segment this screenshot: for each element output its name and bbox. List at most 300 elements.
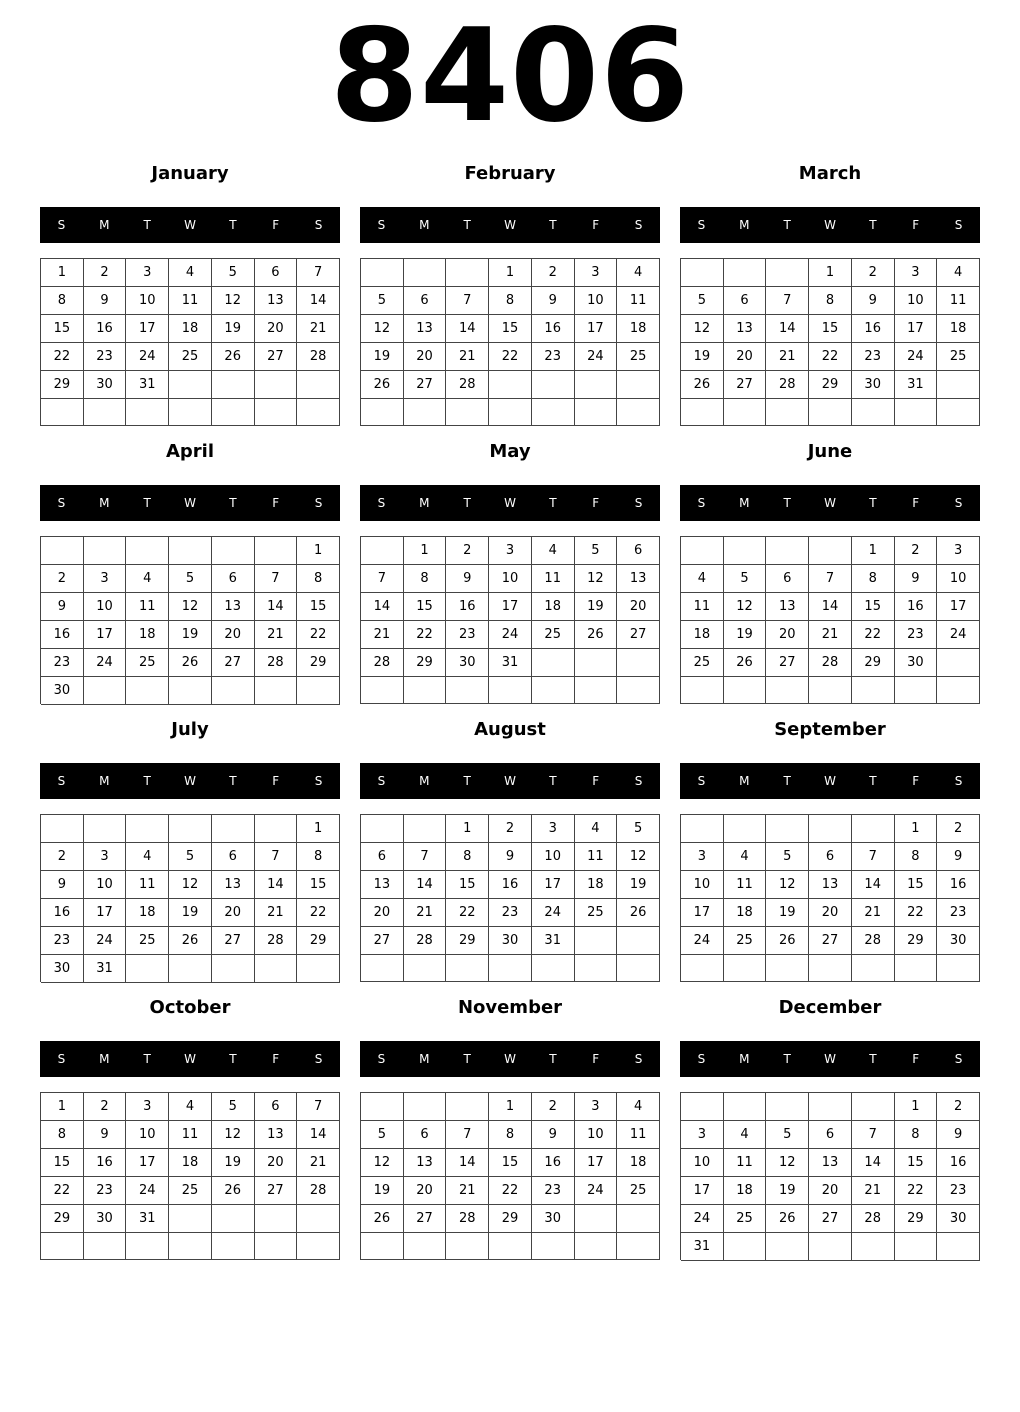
- empty-cell: [126, 537, 169, 565]
- weekday-label: M: [739, 1052, 750, 1066]
- day-cell: 18: [126, 621, 169, 649]
- day-cell: 7: [446, 287, 489, 315]
- day-cell: 15: [852, 593, 895, 621]
- day-cell: 2: [446, 537, 489, 565]
- day-cell: 1: [446, 815, 489, 843]
- day-cell: 26: [361, 371, 404, 399]
- empty-cell: [255, 955, 298, 983]
- day-cell: 23: [532, 1177, 575, 1205]
- day-cell: 7: [361, 565, 404, 593]
- empty-cell: [766, 677, 809, 704]
- weekday-label: F: [592, 774, 600, 788]
- day-cell: 28: [852, 1205, 895, 1233]
- day-cell: 2: [489, 815, 532, 843]
- empty-cell: [532, 677, 575, 704]
- weekday-label: S: [314, 218, 323, 232]
- day-cell: 12: [766, 871, 809, 899]
- empty-cell: [361, 815, 404, 843]
- weekday-label: T: [549, 1052, 557, 1066]
- empty-cell: [404, 1093, 447, 1121]
- empty-cell: [724, 955, 767, 982]
- day-cell: 8: [489, 287, 532, 315]
- day-cell: 7: [297, 259, 340, 287]
- day-cell: 29: [852, 649, 895, 677]
- day-cell: 26: [169, 649, 212, 677]
- empty-cell: [169, 1205, 212, 1233]
- day-cell: 5: [212, 1093, 255, 1121]
- empty-cell: [809, 537, 852, 565]
- day-cell: 25: [532, 621, 575, 649]
- day-cell: 6: [212, 843, 255, 871]
- day-cell: 16: [895, 593, 938, 621]
- empty-cell: [446, 1093, 489, 1121]
- day-cell: 8: [297, 565, 340, 593]
- day-cell: 18: [617, 1149, 660, 1177]
- day-cell: 23: [84, 1177, 127, 1205]
- weekday-label: F: [272, 1052, 280, 1066]
- day-cell: 29: [809, 371, 852, 399]
- empty-cell: [489, 677, 532, 704]
- day-cell: 14: [297, 1121, 340, 1149]
- day-cell: 5: [169, 843, 212, 871]
- weekday-header: [40, 763, 340, 799]
- weekday-label: T: [463, 774, 471, 788]
- day-cell: 27: [617, 621, 660, 649]
- day-cell: 9: [41, 871, 84, 899]
- day-cell: 25: [169, 1177, 212, 1205]
- day-cell: 19: [361, 343, 404, 371]
- day-cell: 9: [532, 287, 575, 315]
- day-cell: 21: [404, 899, 447, 927]
- empty-cell: [766, 1233, 809, 1261]
- day-grid: [360, 1092, 660, 1260]
- day-cell: 12: [724, 593, 767, 621]
- weekday-label: T: [549, 218, 557, 232]
- empty-cell: [766, 815, 809, 843]
- day-cell: 5: [575, 537, 618, 565]
- day-cell: 2: [41, 843, 84, 871]
- day-cell: 27: [404, 371, 447, 399]
- day-cell: 13: [255, 287, 298, 315]
- empty-cell: [169, 537, 212, 565]
- day-cell: 27: [212, 927, 255, 955]
- day-cell: 23: [41, 649, 84, 677]
- day-cell: 23: [937, 899, 980, 927]
- empty-cell: [617, 677, 660, 704]
- day-cell: 23: [489, 899, 532, 927]
- day-grid: [680, 1092, 980, 1260]
- weekday-label: T: [229, 774, 237, 788]
- day-cell: 4: [617, 259, 660, 287]
- day-cell: 30: [41, 955, 84, 983]
- day-cell: 4: [575, 815, 618, 843]
- empty-cell: [255, 1205, 298, 1233]
- month-june: [680, 435, 980, 713]
- empty-cell: [681, 815, 724, 843]
- day-cell: 21: [255, 621, 298, 649]
- day-cell: 13: [809, 871, 852, 899]
- day-cell: 13: [212, 593, 255, 621]
- day-cell: 31: [126, 371, 169, 399]
- empty-cell: [255, 677, 298, 705]
- day-cell: 21: [255, 899, 298, 927]
- day-cell: 19: [212, 315, 255, 343]
- empty-cell: [937, 1233, 980, 1261]
- day-cell: 22: [446, 899, 489, 927]
- empty-cell: [446, 399, 489, 426]
- empty-cell: [895, 955, 938, 982]
- day-cell: 25: [575, 899, 618, 927]
- empty-cell: [297, 677, 340, 705]
- day-cell: 19: [724, 621, 767, 649]
- day-cell: 15: [41, 1149, 84, 1177]
- day-cell: 10: [895, 287, 938, 315]
- day-cell: 27: [255, 343, 298, 371]
- day-cell: 21: [852, 899, 895, 927]
- day-cell: 22: [809, 343, 852, 371]
- weekday-label: M: [419, 1052, 430, 1066]
- day-cell: 8: [895, 843, 938, 871]
- day-cell: 9: [895, 565, 938, 593]
- weekday-label: F: [592, 218, 600, 232]
- weekday-label: T: [783, 1052, 791, 1066]
- empty-cell: [84, 815, 127, 843]
- day-cell: 24: [489, 621, 532, 649]
- day-cell: 8: [895, 1121, 938, 1149]
- day-cell: 5: [724, 565, 767, 593]
- weekday-label: F: [272, 218, 280, 232]
- empty-cell: [212, 537, 255, 565]
- day-cell: 15: [489, 1149, 532, 1177]
- day-cell: 10: [575, 287, 618, 315]
- weekday-header: [40, 1041, 340, 1077]
- weekday-label: S: [377, 1052, 386, 1066]
- day-cell: 31: [681, 1233, 724, 1261]
- empty-cell: [126, 399, 169, 426]
- day-cell: 11: [681, 593, 724, 621]
- day-cell: 13: [361, 871, 404, 899]
- month-september: [680, 713, 980, 991]
- day-cell: 4: [169, 259, 212, 287]
- day-cell: 5: [681, 287, 724, 315]
- day-cell: 28: [766, 371, 809, 399]
- weekday-header: [680, 763, 980, 799]
- empty-cell: [361, 1093, 404, 1121]
- day-cell: 1: [489, 259, 532, 287]
- day-cell: 14: [446, 1149, 489, 1177]
- day-cell: 24: [575, 343, 618, 371]
- day-cell: 27: [809, 927, 852, 955]
- empty-cell: [489, 1233, 532, 1260]
- day-cell: 25: [724, 927, 767, 955]
- weekday-label: W: [824, 774, 836, 788]
- empty-cell: [724, 399, 767, 426]
- day-cell: 25: [617, 1177, 660, 1205]
- day-cell: 12: [681, 315, 724, 343]
- day-cell: 22: [489, 1177, 532, 1205]
- day-cell: 3: [937, 537, 980, 565]
- day-grid: [680, 536, 980, 704]
- weekday-label: T: [783, 218, 791, 232]
- day-cell: 12: [212, 287, 255, 315]
- day-cell: 26: [575, 621, 618, 649]
- empty-cell: [361, 259, 404, 287]
- month-name: October: [149, 997, 231, 1018]
- day-cell: 24: [937, 621, 980, 649]
- weekday-label: M: [99, 496, 110, 510]
- year-title: 8406: [329, 2, 691, 151]
- day-cell: 28: [297, 343, 340, 371]
- empty-cell: [766, 399, 809, 426]
- day-cell: 12: [212, 1121, 255, 1149]
- empty-cell: [212, 399, 255, 426]
- day-cell: 3: [532, 815, 575, 843]
- weekday-label: W: [824, 496, 836, 510]
- empty-cell: [724, 259, 767, 287]
- empty-cell: [212, 955, 255, 983]
- day-cell: 11: [575, 843, 618, 871]
- empty-cell: [617, 371, 660, 399]
- day-cell: 6: [809, 1121, 852, 1149]
- day-cell: 1: [41, 259, 84, 287]
- day-cell: 30: [532, 1205, 575, 1233]
- day-cell: 11: [617, 287, 660, 315]
- day-cell: 2: [937, 815, 980, 843]
- day-cell: 3: [575, 259, 618, 287]
- day-cell: 6: [404, 1121, 447, 1149]
- day-cell: 2: [852, 259, 895, 287]
- weekday-label: T: [463, 496, 471, 510]
- empty-cell: [41, 399, 84, 426]
- day-cell: 31: [84, 955, 127, 983]
- day-cell: 24: [681, 927, 724, 955]
- day-cell: 20: [212, 899, 255, 927]
- day-cell: 7: [255, 843, 298, 871]
- weekday-label: W: [504, 218, 516, 232]
- day-cell: 19: [361, 1177, 404, 1205]
- empty-cell: [937, 677, 980, 704]
- empty-cell: [937, 955, 980, 982]
- weekday-header: [360, 1041, 660, 1077]
- day-cell: 15: [41, 315, 84, 343]
- weekday-header: [680, 1041, 980, 1077]
- day-grid: [40, 258, 340, 426]
- day-cell: 17: [126, 315, 169, 343]
- empty-cell: [575, 927, 618, 955]
- day-cell: 23: [532, 343, 575, 371]
- empty-cell: [361, 537, 404, 565]
- empty-cell: [446, 955, 489, 982]
- day-cell: 10: [532, 843, 575, 871]
- day-cell: 1: [297, 537, 340, 565]
- day-cell: 30: [41, 677, 84, 705]
- day-cell: 14: [852, 1149, 895, 1177]
- empty-cell: [724, 537, 767, 565]
- day-cell: 10: [489, 565, 532, 593]
- month-name: July: [171, 719, 209, 740]
- weekday-label: T: [869, 218, 877, 232]
- empty-cell: [617, 649, 660, 677]
- empty-cell: [617, 955, 660, 982]
- empty-cell: [681, 259, 724, 287]
- day-cell: 21: [809, 621, 852, 649]
- day-cell: 27: [404, 1205, 447, 1233]
- empty-cell: [255, 537, 298, 565]
- weekday-header: [680, 207, 980, 243]
- day-cell: 30: [489, 927, 532, 955]
- month-name: May: [489, 441, 531, 462]
- day-cell: 7: [766, 287, 809, 315]
- day-cell: 30: [84, 371, 127, 399]
- day-cell: 18: [724, 899, 767, 927]
- day-grid: [680, 814, 980, 982]
- empty-cell: [404, 815, 447, 843]
- day-cell: 20: [766, 621, 809, 649]
- empty-cell: [724, 815, 767, 843]
- day-cell: 18: [681, 621, 724, 649]
- day-grid: [360, 536, 660, 704]
- day-cell: 6: [361, 843, 404, 871]
- empty-cell: [681, 537, 724, 565]
- weekday-label: T: [143, 774, 151, 788]
- weekday-label: F: [272, 774, 280, 788]
- day-cell: 8: [809, 287, 852, 315]
- empty-cell: [766, 259, 809, 287]
- empty-cell: [617, 1233, 660, 1260]
- day-cell: 16: [446, 593, 489, 621]
- empty-cell: [852, 955, 895, 982]
- empty-cell: [532, 955, 575, 982]
- empty-cell: [532, 1233, 575, 1260]
- day-cell: 7: [297, 1093, 340, 1121]
- day-cell: 17: [895, 315, 938, 343]
- empty-cell: [212, 1233, 255, 1260]
- empty-cell: [212, 677, 255, 705]
- day-cell: 26: [212, 343, 255, 371]
- weekday-label: F: [592, 1052, 600, 1066]
- empty-cell: [212, 1205, 255, 1233]
- day-cell: 8: [297, 843, 340, 871]
- weekday-label: W: [184, 496, 196, 510]
- weekday-label: T: [229, 218, 237, 232]
- day-cell: 4: [681, 565, 724, 593]
- day-cell: 12: [361, 315, 404, 343]
- weekday-label: T: [143, 218, 151, 232]
- day-cell: 16: [532, 315, 575, 343]
- day-cell: 12: [169, 871, 212, 899]
- day-cell: 29: [895, 927, 938, 955]
- day-cell: 14: [255, 871, 298, 899]
- day-cell: 12: [766, 1149, 809, 1177]
- day-cell: 14: [446, 315, 489, 343]
- weekday-label: S: [697, 218, 706, 232]
- day-cell: 6: [212, 565, 255, 593]
- day-cell: 28: [852, 927, 895, 955]
- weekday-label: S: [57, 496, 66, 510]
- day-cell: 16: [84, 315, 127, 343]
- day-cell: 3: [84, 565, 127, 593]
- day-cell: 14: [297, 287, 340, 315]
- weekday-label: S: [697, 1052, 706, 1066]
- day-cell: 23: [446, 621, 489, 649]
- empty-cell: [809, 815, 852, 843]
- day-cell: 6: [766, 565, 809, 593]
- day-cell: 9: [84, 1121, 127, 1149]
- empty-cell: [617, 1205, 660, 1233]
- day-cell: 5: [169, 565, 212, 593]
- empty-cell: [809, 955, 852, 982]
- weekday-header: [360, 207, 660, 243]
- empty-cell: [575, 1205, 618, 1233]
- day-cell: 13: [255, 1121, 298, 1149]
- day-cell: 20: [809, 1177, 852, 1205]
- empty-cell: [489, 399, 532, 426]
- day-cell: 21: [852, 1177, 895, 1205]
- weekday-label: F: [272, 496, 280, 510]
- month-name: June: [807, 441, 853, 462]
- empty-cell: [617, 927, 660, 955]
- day-cell: 19: [681, 343, 724, 371]
- month-name: February: [464, 163, 556, 184]
- day-cell: 11: [937, 287, 980, 315]
- day-grid: [680, 258, 980, 426]
- day-cell: 24: [681, 1205, 724, 1233]
- day-cell: 2: [84, 259, 127, 287]
- weekday-label: F: [912, 496, 920, 510]
- empty-cell: [724, 1093, 767, 1121]
- weekday-label: S: [314, 774, 323, 788]
- day-cell: 28: [446, 1205, 489, 1233]
- weekday-label: T: [549, 496, 557, 510]
- weekday-label: T: [869, 774, 877, 788]
- day-cell: 20: [724, 343, 767, 371]
- day-cell: 9: [446, 565, 489, 593]
- weekday-label: S: [57, 1052, 66, 1066]
- day-cell: 17: [575, 1149, 618, 1177]
- day-cell: 19: [617, 871, 660, 899]
- day-cell: 30: [937, 927, 980, 955]
- empty-cell: [617, 399, 660, 426]
- weekday-header: [680, 485, 980, 521]
- empty-cell: [895, 399, 938, 426]
- day-grid: [40, 536, 340, 704]
- month-name: April: [165, 441, 215, 462]
- empty-cell: [169, 399, 212, 426]
- day-cell: 27: [724, 371, 767, 399]
- day-cell: 1: [41, 1093, 84, 1121]
- day-cell: 8: [41, 287, 84, 315]
- empty-cell: [532, 399, 575, 426]
- day-cell: 1: [297, 815, 340, 843]
- day-cell: 24: [532, 899, 575, 927]
- day-cell: 10: [84, 593, 127, 621]
- empty-cell: [809, 677, 852, 704]
- day-cell: 22: [41, 343, 84, 371]
- empty-cell: [766, 537, 809, 565]
- empty-cell: [681, 399, 724, 426]
- empty-cell: [255, 399, 298, 426]
- empty-cell: [575, 371, 618, 399]
- day-cell: 23: [895, 621, 938, 649]
- day-cell: 22: [895, 1177, 938, 1205]
- day-cell: 18: [532, 593, 575, 621]
- empty-cell: [766, 955, 809, 982]
- weekday-label: T: [869, 496, 877, 510]
- empty-cell: [937, 649, 980, 677]
- day-cell: 5: [766, 843, 809, 871]
- day-cell: 29: [446, 927, 489, 955]
- weekday-label: M: [99, 1052, 110, 1066]
